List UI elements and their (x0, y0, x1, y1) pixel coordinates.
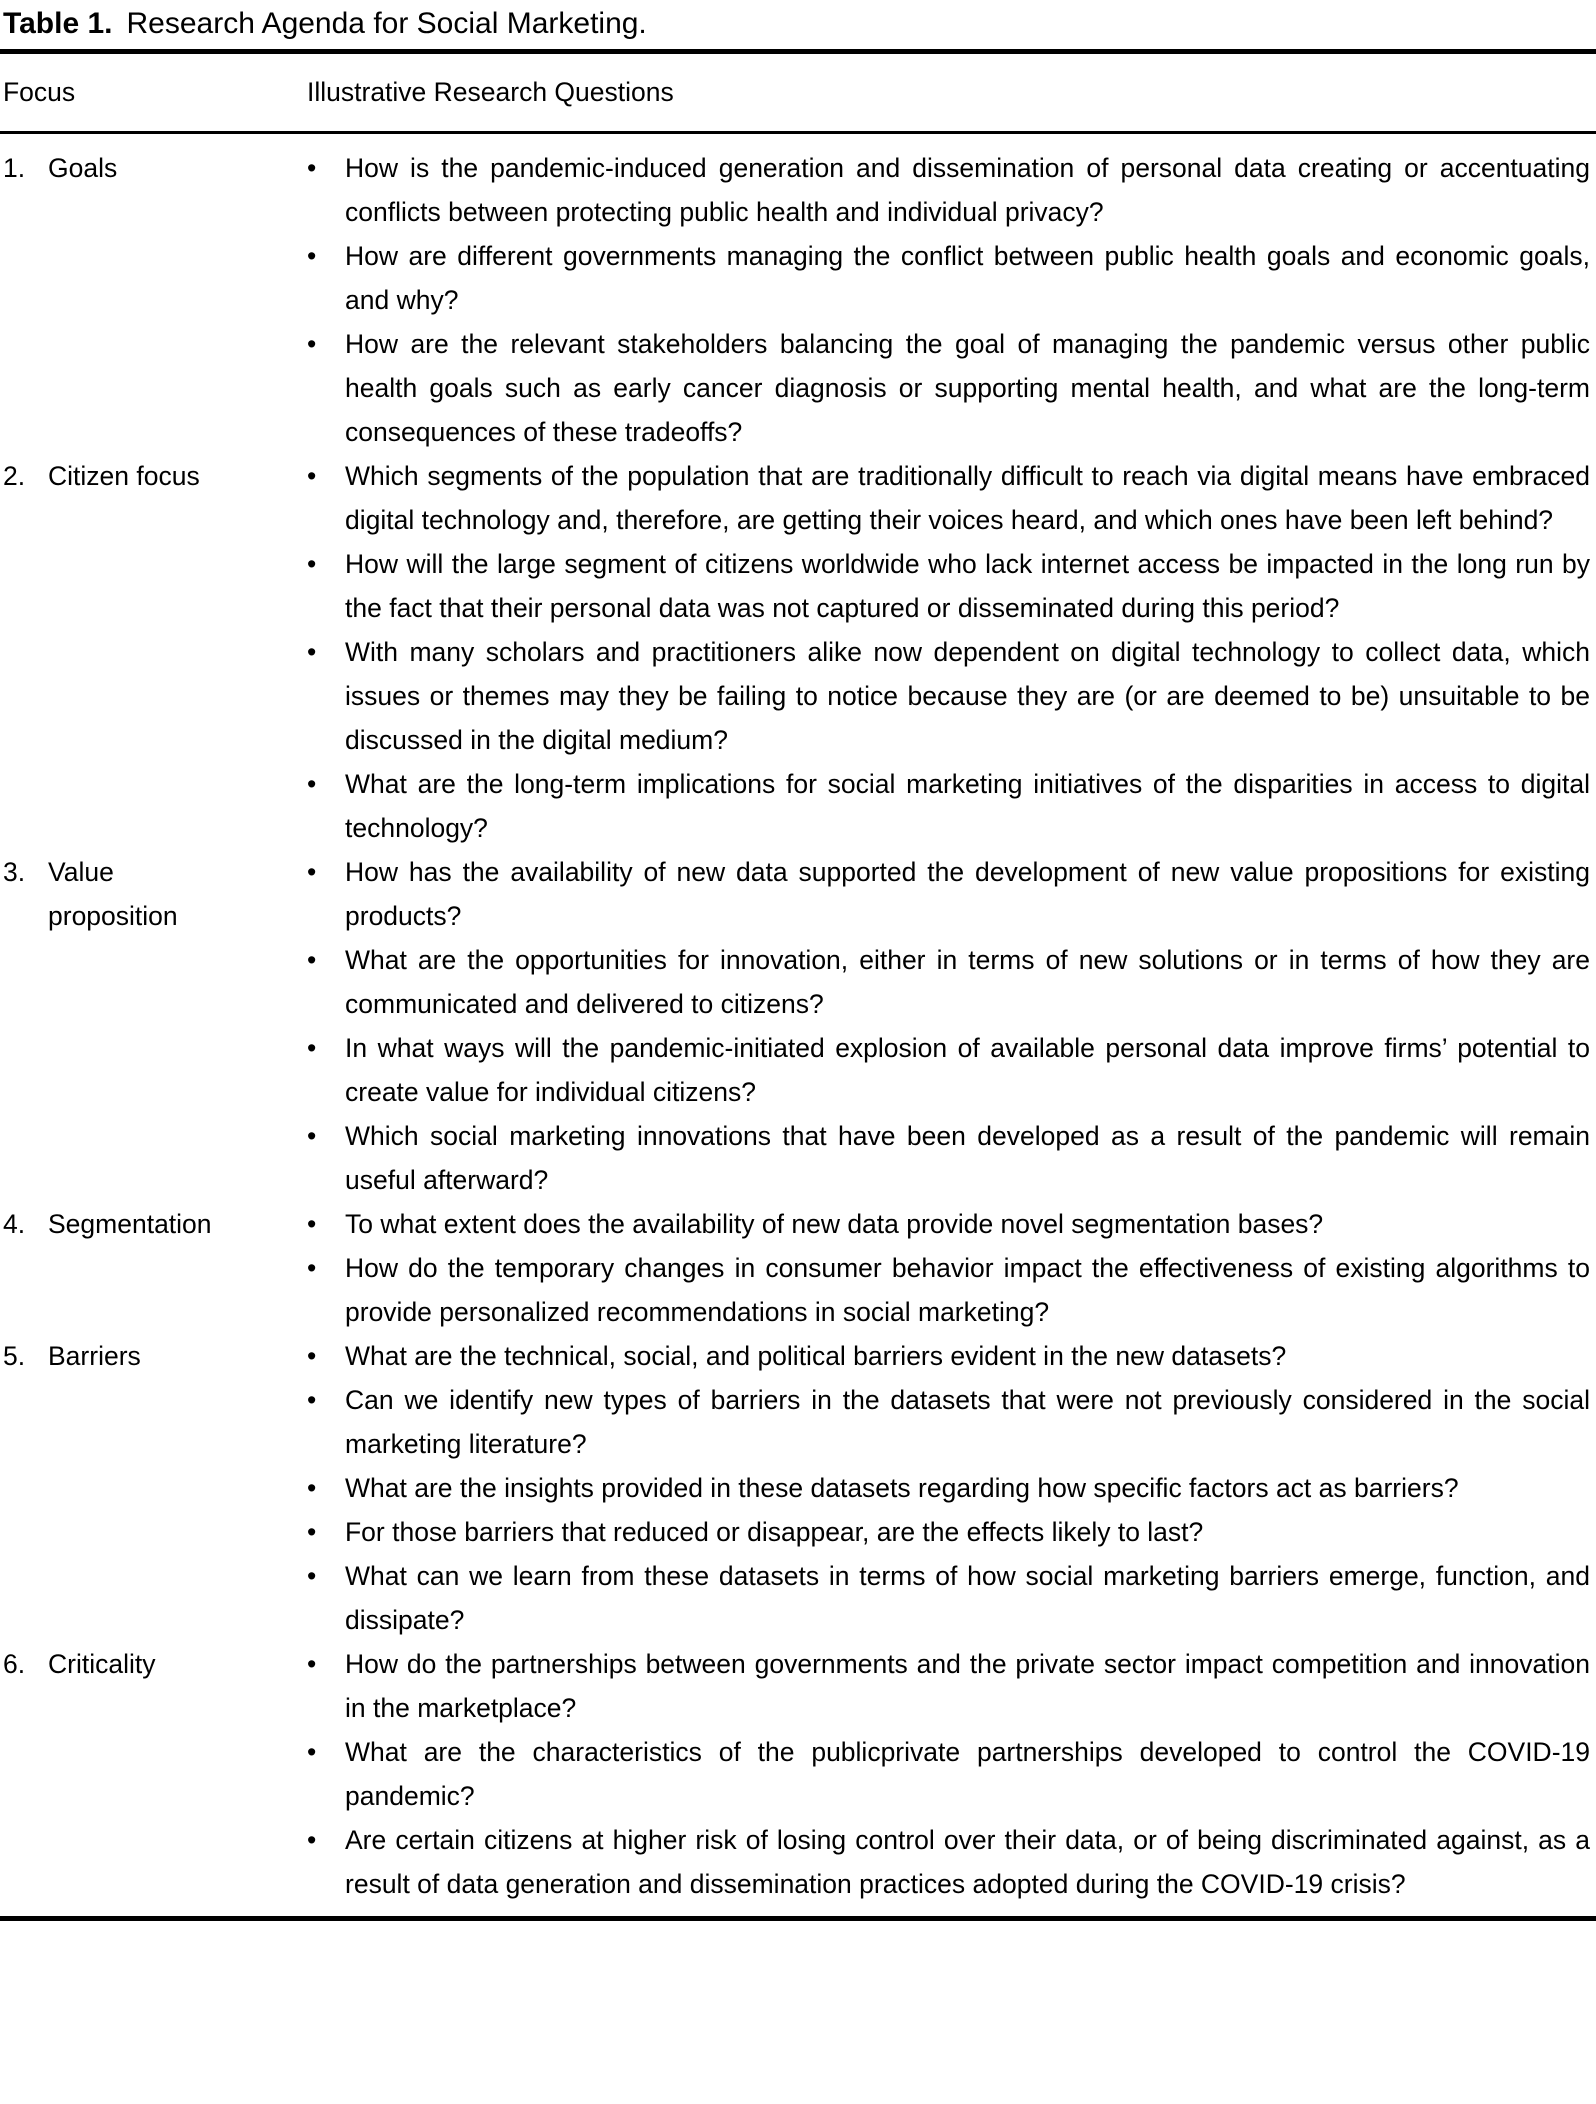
focus-label: Goals (48, 153, 118, 183)
question-list (302, 454, 1596, 850)
question-text: What are the characteristics of the publicprivate partnerships developed to control the COVID-19 pandemic? (345, 1737, 1590, 1811)
bullet-icon: • (307, 769, 317, 799)
question-item (302, 1334, 1596, 1378)
focus-number: 3. (3, 857, 26, 887)
question-item (302, 938, 1596, 1026)
question-text: How do the partnerships between governments and the private sector impact competition and innovation in the marketplace? (345, 1649, 1590, 1723)
question-list (302, 1334, 1596, 1642)
question-text: What are the insights provided in these datasets regarding how specific factors act as barriers? (345, 1473, 1459, 1503)
question-text: Which segments of the population that are traditionally difficult to reach via digital means have embraced digital technology and, therefore, are getting their voices heard, and which ones have been left behind? (345, 461, 1590, 535)
question-text: What are the technical, social, and political barriers evident in the new datasets? (345, 1341, 1287, 1371)
question-list (302, 1202, 1596, 1334)
table-row (0, 1334, 1596, 1642)
focus-label: Segmentation (48, 1209, 212, 1239)
question-item (302, 1510, 1596, 1554)
question-item (302, 1730, 1596, 1818)
table-row (0, 1202, 1596, 1334)
question-text: What can we learn from these datasets in terms of how social marketing barriers emerge, function, and dissipate? (345, 1561, 1590, 1635)
bullet-icon: • (307, 1561, 317, 1591)
question-text: Which social marketing innovations that have been developed as a result of the pandemic will remain useful afterward? (345, 1121, 1590, 1195)
focus-cell (0, 146, 240, 454)
question-text: To what extent does the availability of new data provide novel segmentation bases? (345, 1209, 1324, 1239)
caption-number: Table 1. (3, 7, 113, 40)
focus-label: Citizen focus (48, 461, 200, 491)
column-header-questions: Illustrative Research Questions (307, 77, 674, 107)
question-item (302, 1378, 1596, 1466)
bullet-icon: • (307, 1253, 317, 1283)
bullet-icon: • (307, 1737, 317, 1767)
table-body (0, 134, 1596, 1916)
bullet-icon: • (307, 1385, 317, 1415)
focus-number: 6. (3, 1649, 26, 1679)
question-list (302, 146, 1596, 454)
table-row (0, 454, 1596, 850)
focus-number: 4. (3, 1209, 26, 1239)
question-text: How has the availability of new data supported the development of new value propositions for existing products? (345, 857, 1590, 931)
focus-number: 5. (3, 1341, 26, 1371)
table-caption (0, 2, 1596, 46)
question-item (302, 1114, 1596, 1202)
column-header-row (0, 54, 1596, 131)
focus-label: Criticality (48, 1649, 156, 1679)
focus-label: Value proposition (48, 857, 178, 931)
focus-cell (0, 454, 240, 850)
focus-cell (0, 1642, 240, 1906)
question-text: How are different governments managing the conflict between public health goals and economic goals, and why? (345, 241, 1590, 315)
question-item (302, 322, 1596, 454)
question-text: With many scholars and practitioners alike now dependent on digital technology to collect data, which issues or themes may they be failing to notice because they are (or are deemed to be) unsuitable to be discussed in the digital medium? (345, 637, 1590, 755)
question-text: How will the large segment of citizens worldwide who lack internet access be impacted in the long run by the fact that their personal data was not captured or disseminated during this period? (345, 549, 1590, 623)
question-item (302, 542, 1596, 630)
question-text: What are the long-term implications for social marketing initiatives of the disparities in access to digital technology? (345, 769, 1590, 843)
focus-cell (0, 1334, 240, 1642)
question-item (302, 1202, 1596, 1246)
bullet-icon: • (307, 1033, 317, 1063)
bullet-icon: • (307, 1341, 317, 1371)
focus-number: 2. (3, 461, 26, 491)
question-text: For those barriers that reduced or disappear, are the effects likely to last? (345, 1517, 1204, 1547)
table-row (0, 146, 1596, 454)
question-item (302, 1818, 1596, 1906)
focus-cell (0, 850, 240, 1202)
question-list (302, 850, 1596, 1202)
bullet-icon: • (307, 857, 317, 887)
focus-number: 1. (3, 153, 26, 183)
bullet-icon: • (307, 945, 317, 975)
bullet-icon: • (307, 1649, 317, 1679)
question-item (302, 146, 1596, 234)
question-item (302, 1026, 1596, 1114)
table-row (0, 850, 1596, 1202)
bullet-icon: • (307, 549, 317, 579)
question-item (302, 234, 1596, 322)
bullet-icon: • (307, 1473, 317, 1503)
bullet-icon: • (307, 329, 317, 359)
focus-cell (0, 1202, 240, 1334)
question-item (302, 1554, 1596, 1642)
question-text: How are the relevant stakeholders balancing the goal of managing the pandemic versus other public health goals such as early cancer diagnosis or supporting mental health, and what are the long-term consequences of these tradeoffs? (345, 329, 1590, 447)
caption-text: Research Agenda for Social Marketing. (126, 7, 647, 40)
bullet-icon: • (307, 637, 317, 667)
question-item (302, 454, 1596, 542)
question-item (302, 1246, 1596, 1334)
column-header-focus: Focus (3, 77, 76, 107)
bullet-icon: • (307, 461, 317, 491)
bullet-icon: • (307, 241, 317, 271)
table-row (0, 1642, 1596, 1906)
bullet-icon: • (307, 153, 317, 183)
question-item (302, 850, 1596, 938)
bullet-icon: • (307, 1825, 317, 1855)
question-item (302, 762, 1596, 850)
question-text: Can we identify new types of barriers in the datasets that were not previously considered in the social marketing literature? (345, 1385, 1590, 1459)
bullet-icon: • (307, 1209, 317, 1239)
question-list (302, 1642, 1596, 1906)
question-item (302, 630, 1596, 762)
question-item (302, 1642, 1596, 1730)
focus-label: Barriers (48, 1341, 141, 1371)
question-text: How do the temporary changes in consumer behavior impact the effectiveness of existing algorithms to provide personalized recommendations in social marketing? (345, 1253, 1590, 1327)
question-text: Are certain citizens at higher risk of losing control over their data, or of being discriminated against, as a result of data generation and dissemination practices adopted during the COVID-19 crisis? (345, 1825, 1590, 1899)
question-text: How is the pandemic-induced generation and dissemination of personal data creating or accentuating conflicts between protecting public health and individual privacy? (345, 153, 1590, 227)
bullet-icon: • (307, 1121, 317, 1151)
question-item (302, 1466, 1596, 1510)
question-text: What are the opportunities for innovation, either in terms of new solutions or in terms of how they are communicated and delivered to citizens? (345, 945, 1590, 1019)
bottom-rule (0, 1916, 1596, 1921)
question-text: In what ways will the pandemic-initiated explosion of available personal data improve firms’ potential to create value for individual citizens? (345, 1033, 1590, 1107)
bullet-icon: • (307, 1517, 317, 1547)
